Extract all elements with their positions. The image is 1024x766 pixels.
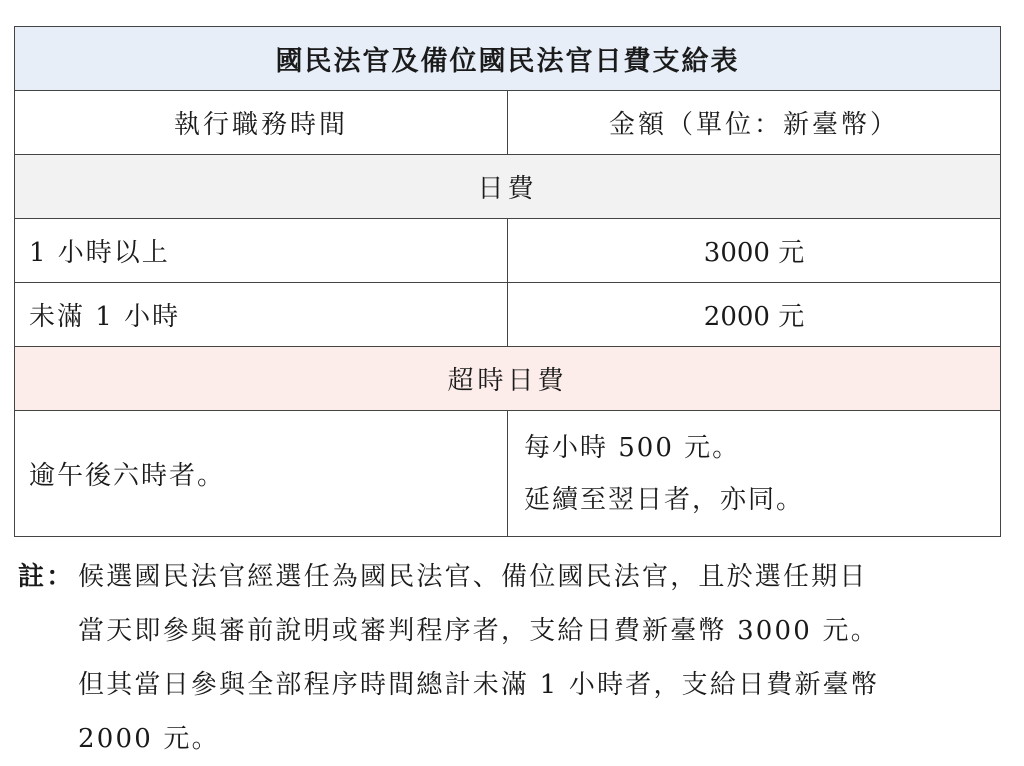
table-title-row	[15, 27, 1001, 91]
time-cell: 1 小時以上	[15, 219, 508, 283]
fee-table	[14, 26, 1001, 537]
table-row	[15, 219, 1001, 283]
table-title: 國民法官及備位國民法官日費支給表	[15, 27, 1001, 91]
time-cell: 未滿 1 小時	[15, 283, 508, 347]
time-cell: 逾午後六時者。	[15, 411, 508, 537]
header-amount: 金額（單位：新臺幣）	[508, 91, 1001, 155]
footnote-text-line: 候選國民法官經選任為國民法官、備位國民法官，且於選任期日	[78, 562, 868, 592]
amount-line: 每小時 500 元。	[524, 432, 741, 463]
footnote-first-line	[18, 550, 1008, 604]
footnote-label: 註：	[18, 562, 75, 592]
header-time: 執行職務時間	[15, 91, 508, 155]
amount-cell: 2000 元	[508, 283, 1001, 347]
footnote-text-line: 2000 元。	[78, 724, 220, 754]
section-label-overtime: 超時日費	[15, 347, 1001, 411]
table-row	[15, 283, 1001, 347]
amount-line: 延續至翌日者，亦同。	[524, 484, 805, 515]
footnote	[18, 550, 1008, 766]
section-row-daily	[15, 155, 1001, 219]
amount-cell: 3000 元	[508, 219, 1001, 283]
table-header-row	[15, 91, 1001, 155]
amount-cell	[508, 411, 1001, 537]
footnote-text-line: 當天即參與審前說明或審判程序者，支給日費新臺幣 3000 元。	[78, 616, 879, 646]
table-row	[15, 411, 1001, 537]
section-label-daily: 日費	[15, 155, 1001, 219]
footnote-text-line: 但其當日參與全部程序時間總計未滿 1 小時者，支給日費新臺幣	[78, 670, 880, 700]
section-row-overtime	[15, 347, 1001, 411]
